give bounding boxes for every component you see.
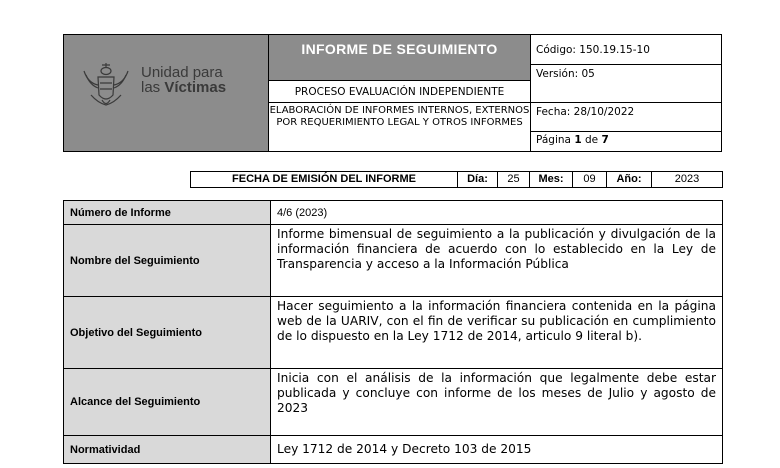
emission-date-row <box>190 171 723 188</box>
logo-line-2-bold: Víctimas <box>164 79 227 96</box>
emission-label: FECHA DE EMISIÓN DEL INFORME <box>191 172 458 187</box>
logo-text <box>141 65 226 95</box>
page-prefix: Página <box>536 134 575 146</box>
row-value: Informe bimensual de seguimiento a la publicación y divulgación de la información financiera de acuerdo con lo establecido en la Ley de Transparencia y acceso a la Información Pública <box>277 227 716 271</box>
row-label: Objetivo del Seguimiento <box>64 297 271 368</box>
table-row <box>64 436 722 463</box>
row-value: Hacer seguimiento a la información financiera contenida en la página web de la UARIV, con el fin de verificar su publicación en cumplimiento de lo dispuesto en la Ley 1712 de 2014, articulo 9 literal b). <box>277 299 716 343</box>
process-name: PROCESO EVALUACIÓN INDEPENDIENTE <box>269 81 531 103</box>
logo-line-2-prefix: las <box>141 79 165 96</box>
row-label: Número de Informe <box>64 201 271 224</box>
document-title: INFORME DE SEGUIMIENTO <box>269 35 531 81</box>
month-value: 09 <box>573 172 607 187</box>
year-label: Año: <box>607 172 652 187</box>
elaboration-description: ELABORACIÓN DE INFORMES INTERNOS, EXTERNOS POR REQUERIMIENTO LEGAL Y OTROS INFORMES <box>269 103 531 151</box>
day-label: Día: <box>458 172 498 187</box>
page-indicator <box>531 132 721 151</box>
table-row <box>64 369 722 436</box>
page-separator: de <box>581 134 602 146</box>
row-label: Alcance del Seguimiento <box>64 369 271 435</box>
year-value: 2023 <box>674 173 700 185</box>
table-row <box>64 201 722 225</box>
row-value: Inicia con el análisis de la información que legalmente debe estar publicada y concluye con informe de los meses de Julio y agosto de 2023 <box>277 371 716 415</box>
page-current: 1 <box>574 134 582 146</box>
table-row <box>64 225 722 297</box>
logo-line-2 <box>141 80 226 95</box>
document-code: Código: 150.19.15-10 <box>531 35 721 65</box>
row-label: Nombre del Seguimiento <box>64 225 271 296</box>
logo-line-1: Unidad para <box>141 64 223 81</box>
organization-logo <box>76 63 261 113</box>
page-total: 7 <box>601 134 609 146</box>
logo-cell <box>64 35 269 151</box>
day-value: 25 <box>498 172 530 187</box>
month-label: Mes: <box>530 172 573 187</box>
document-header <box>63 34 722 152</box>
row-value: Ley 1712 de 2014 y Decreto 103 de 2015 <box>277 442 532 456</box>
report-details-table <box>63 200 723 464</box>
unidad-victimas-logo-icon <box>76 61 136 109</box>
row-value: 4/6 (2023) <box>277 207 328 219</box>
document-date: Fecha: 28/10/2022 <box>531 103 721 132</box>
table-row <box>64 297 722 369</box>
row-label: Normatividad <box>64 436 271 463</box>
document-version: Versión: 05 <box>531 65 721 103</box>
